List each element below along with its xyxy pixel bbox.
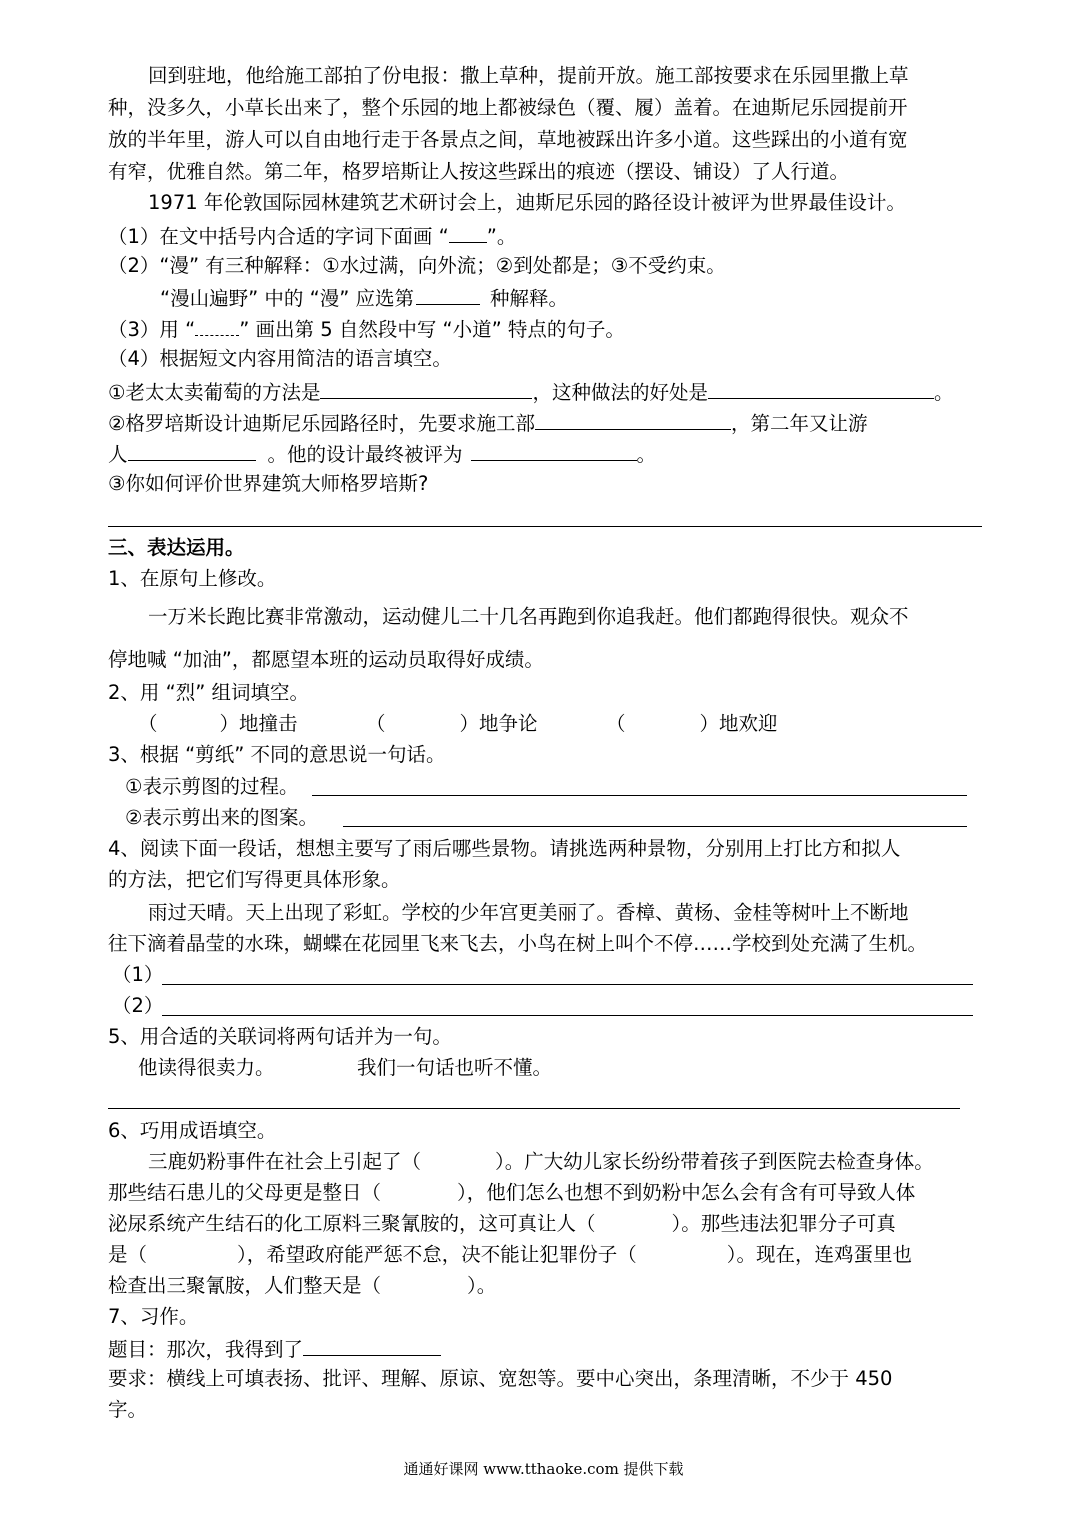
- exercise-3-a: ①表示剪图的过程。: [125, 775, 299, 798]
- exercise-4-answer-1: （1）: [112, 963, 164, 986]
- text: ）。那些违法犯罪分子可真: [671, 1212, 896, 1235]
- answer-line[interactable]: [343, 826, 967, 827]
- text: 三鹿奶粉事件在社会上引起了（: [148, 1150, 422, 1173]
- answer-blank[interactable]: [303, 1333, 441, 1356]
- question-text: ，这种做法的好处是: [532, 381, 708, 404]
- answer-line[interactable]: [162, 1015, 973, 1016]
- question-4-3: ③你如何评价世界建筑大师格罗培斯?: [108, 472, 429, 495]
- wavy-underline-sample: [195, 313, 239, 336]
- passage-line: 放的半年里，游人可以自由地行走于各景点之间，草地被踩出许多小道。这些踩出的小道有宽: [108, 128, 908, 151]
- question-4: （4）根据短文内容用简洁的语言填空。: [108, 347, 452, 370]
- answer-blank[interactable]: [128, 438, 256, 461]
- exercise-2: 2、用 “烈” 组词填空。: [108, 681, 310, 704]
- question-1: [108, 220, 516, 250]
- passage-line: 1971 年伦敦国际园林建筑艺术研讨会上，迪斯尼乐园的路径设计被评为世界最佳设计。: [148, 191, 906, 214]
- exercise-4-passage: 往下滴着晶莹的水珠，蝴蝶在花园里飞来飞去，小鸟在树上叫个不停……学校到处充满了生机。: [108, 932, 928, 955]
- question-text: （3）用 “: [108, 318, 196, 341]
- answer-blank[interactable]: [320, 376, 532, 399]
- text: 是（: [108, 1243, 148, 1266]
- page-footer: 通通好课网 www.tthaoke.com 提供下载: [403, 1460, 684, 1478]
- answer-blank[interactable]: [535, 407, 731, 430]
- answer-blank[interactable]: [449, 220, 487, 243]
- answer-line[interactable]: [312, 795, 967, 796]
- exercise-2-blank-1: [138, 709, 298, 739]
- exercise-6: 6、巧用成语填空。: [108, 1119, 277, 1142]
- answer-line[interactable]: [108, 526, 982, 527]
- exercise-6-line: [108, 1209, 896, 1239]
- text: ），希望政府能严惩不怠，决不能让犯罪份子（: [237, 1243, 637, 1266]
- exercise-3-b: ②表示剪出来的图案。: [125, 806, 318, 829]
- paren-open: （: [138, 712, 158, 735]
- question-2-sub: [160, 282, 568, 312]
- question-4-2-cont: [108, 438, 656, 468]
- exercise-7: 7、习作。: [108, 1305, 199, 1328]
- question-text: 。: [636, 443, 657, 466]
- question-4-1: [108, 376, 954, 406]
- exercise-3: 3、根据 “剪纸” 不同的意思说一句话。: [108, 743, 446, 766]
- exercise-1-sentence: 一万米长跑比赛非常激动，运动健儿二十几名再跑到你追我赶。他们都跑得很快。观众不: [148, 605, 909, 628]
- question-text: ②格罗培斯设计迪斯尼乐园路径时，先要求施工部: [108, 412, 535, 435]
- question-text: ”。: [486, 225, 517, 248]
- text: ）。: [467, 1274, 497, 1297]
- essay-title: [108, 1333, 441, 1363]
- exercise-6-line: [108, 1240, 912, 1270]
- text: ），他们怎么也想不到奶粉中怎么会有含有可导致人体: [457, 1181, 916, 1204]
- question-text: 。他的设计最终被评为: [267, 443, 463, 466]
- word-text: ）地争论: [459, 712, 538, 735]
- question-2: （2）“漫” 有三种解释：①水过满，向外流；②到处都是；③不受约束。: [108, 254, 726, 277]
- exercise-4-answer-2: （2）: [112, 994, 164, 1017]
- question-text: ” 画出第 5 自然段中写 “小道” 特点的句子。: [239, 318, 625, 341]
- exercise-4-passage: 雨过天晴。天上出现了彩虹。学校的少年宫更美丽了。香樟、黄杨、金桂等树叶上不断地: [148, 901, 909, 924]
- paren-open: （: [606, 712, 626, 735]
- answer-blank[interactable]: [471, 438, 637, 461]
- exercise-4: 的方法，把它们写得更具体形象。: [108, 868, 401, 891]
- exercise-5-sentence: 他读得很卖力。: [138, 1056, 275, 1079]
- answer-line[interactable]: [108, 1108, 960, 1109]
- exercise-5: 5、用合适的关联词将两句话并为一句。: [108, 1025, 452, 1048]
- word-text: ）地撞击: [219, 712, 298, 735]
- question-text: 种解释。: [490, 287, 569, 310]
- exercise-2-blank-2: [366, 709, 538, 739]
- exercise-5-sentence: 我们一句话也听不懂。: [357, 1056, 553, 1079]
- question-3: [108, 313, 625, 343]
- question-text: ，第二年又让游: [730, 412, 868, 435]
- question-text: “漫山遍野” 中的 “漫” 应选第: [160, 287, 415, 310]
- text: ）。现在，连鸡蛋里也: [726, 1243, 913, 1266]
- exercise-6-line: [148, 1147, 934, 1177]
- question-text: 。: [934, 381, 954, 404]
- question-text: （1）在文中括号内合适的字词下面画 “: [108, 225, 449, 248]
- exercise-1: 1、在原句上修改。: [108, 567, 277, 590]
- essay-requirements: 要求：横线上可填表扬、批评、理解、原谅、宽恕等。要中心突出，条理清晰，不少于 450: [108, 1367, 893, 1390]
- exercise-4: 4、阅读下面一段话，想想主要写了雨后哪些景物。请挑选两种景物，分别用上打比方和拟人: [108, 837, 901, 860]
- exercise-1-sentence: 停地喊 “加油”，都愿望本班的运动员取得好成绩。: [108, 648, 544, 671]
- essay-requirements: 字。: [108, 1398, 148, 1421]
- question-text: ①老太太卖葡萄的方法是: [108, 381, 321, 404]
- passage-line: 回到驻地，他给施工部拍了份电报：撒上草种，提前开放。施工部按要求在乐园里撒上草: [148, 64, 909, 87]
- text: 检查出三聚氰胺，人们整天是（: [108, 1274, 382, 1297]
- text: 那些结石患儿的父母更是整日（: [108, 1181, 382, 1204]
- word-text: ）地欢迎: [699, 712, 778, 735]
- text: 泌尿系统产生结石的化工原料三聚氰胺的，这可真让人（: [108, 1212, 596, 1235]
- text: 题目：那次，我得到了: [108, 1338, 304, 1361]
- text: ）。广大幼儿家长纷纷带着孩子到医院去检查身体。: [495, 1150, 934, 1173]
- question-4-2: [108, 407, 868, 437]
- answer-blank[interactable]: [708, 376, 934, 399]
- passage-line: 有窄，优雅自然。第二年，格罗培斯让人按这些踩出的痕迹（摆设、铺设）了人行道。: [108, 160, 850, 183]
- exercise-2-blank-3: [606, 709, 778, 739]
- answer-blank[interactable]: [416, 282, 480, 305]
- passage-line: 种，没多久，小草长出来了，整个乐园的地上都被绿色（覆、履）盖着。在迪斯尼乐园提前开: [108, 96, 908, 119]
- section-heading: 三、表达运用。: [108, 536, 245, 559]
- answer-line[interactable]: [162, 984, 973, 985]
- exercise-6-line: [108, 1178, 915, 1208]
- paren-open: （: [366, 712, 386, 735]
- question-text: 人: [108, 443, 128, 466]
- exercise-6-line: [108, 1271, 496, 1301]
